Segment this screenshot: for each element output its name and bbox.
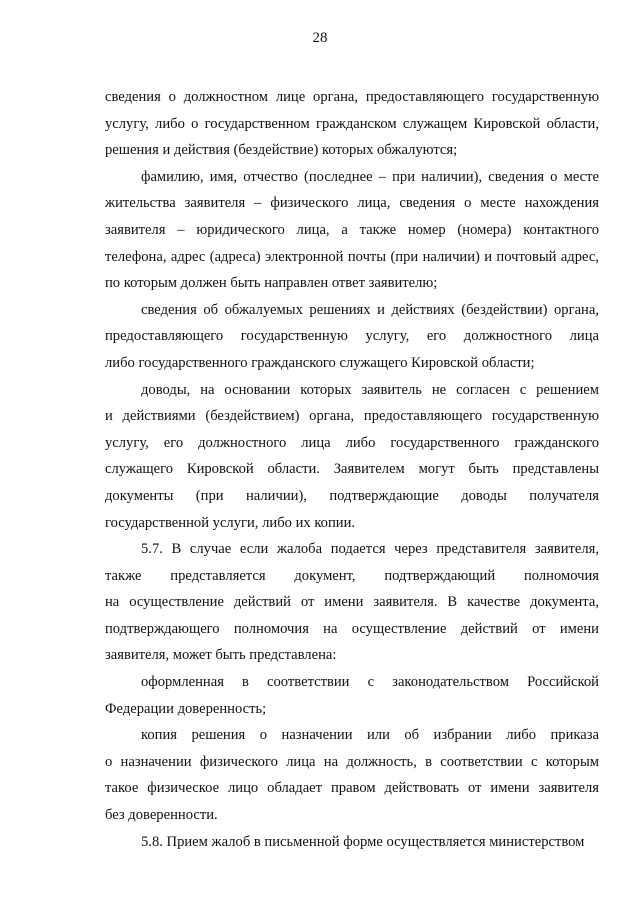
text-line: по которым должен быть направлен ответ заявителю; (105, 275, 438, 292)
text-line: услугу, либо о государственном гражданском служащем Кировской области, (105, 115, 599, 132)
text-line: сведения об обжалуемых решениях и действиях (бездействии) органа, (141, 301, 599, 318)
paragraph (105, 84, 599, 164)
text-line: государственной услуги, либо их копии. (105, 514, 356, 531)
text-line: о назначении физического лица на должность, в соответствии с которым (105, 753, 599, 770)
text-line: либо государственного гражданского служащего Кировской области; (105, 354, 535, 371)
paragraph (105, 536, 599, 669)
text-line: такое физическое лицо обладает правом действовать от имени заявителя (105, 780, 599, 797)
paragraph (105, 722, 599, 828)
text-line: копия решения о назначении или об избрании либо приказа (141, 727, 599, 744)
paragraph (105, 829, 599, 856)
document-body (105, 84, 599, 855)
text-line: фамилию, имя, отчество (последнее – при наличии), сведения о месте (141, 168, 599, 185)
text-line: жительства заявителя – физического лица, сведения о месте нахождения (105, 195, 599, 212)
paragraph (105, 164, 599, 297)
text-line: доводы, на основании которых заявитель не согласен с решением (141, 381, 599, 398)
text-line: без доверенности. (105, 807, 218, 824)
text-line: решения и действия (бездействие) которых обжалуются; (105, 142, 458, 159)
text-line: услугу, его должностного лица либо государственного гражданского (105, 434, 599, 451)
text-line: предоставляющего государственную услугу, его должностного лица (105, 328, 599, 345)
text-line: 5.7. В случае если жалоба подается через представителя заявителя, (141, 541, 599, 558)
text-line: сведения о должностном лице органа, предоставляющего государственную (105, 89, 599, 105)
text-line: на осуществление действий от имени заявителя. В качестве документа, (105, 594, 599, 611)
text-line: подтверждающего полномочия на осуществление действий от имени (105, 620, 599, 637)
text-line: заявителя, может быть представлена: (105, 647, 337, 664)
text-line: служащего Кировской области. Заявителем могут быть представлены (105, 461, 599, 478)
text-line: Федерации доверенность; (105, 700, 267, 717)
text-line: оформленная в соответствии с законодательством Российской (141, 674, 599, 691)
text-line: заявителя – юридического лица, а также номер (номера) контактного (105, 221, 599, 238)
text-line: также представляется документ, подтверждающий полномочия (105, 567, 599, 584)
paragraph (105, 297, 599, 377)
text-line: телефона, адрес (адреса) электронной почты (при наличии) и почтовый адрес, (105, 248, 599, 265)
paragraph (105, 377, 599, 537)
text-line: и действиями (бездействием) органа, предоставляющего государственную (105, 408, 599, 425)
text-line: документы (при наличии), подтверждающие доводы получателя (105, 487, 599, 504)
text-line: 5.8. Прием жалоб в письменной форме осуществляется министерством (141, 833, 585, 850)
page-number: 28 (312, 30, 328, 46)
paragraph (105, 669, 599, 722)
